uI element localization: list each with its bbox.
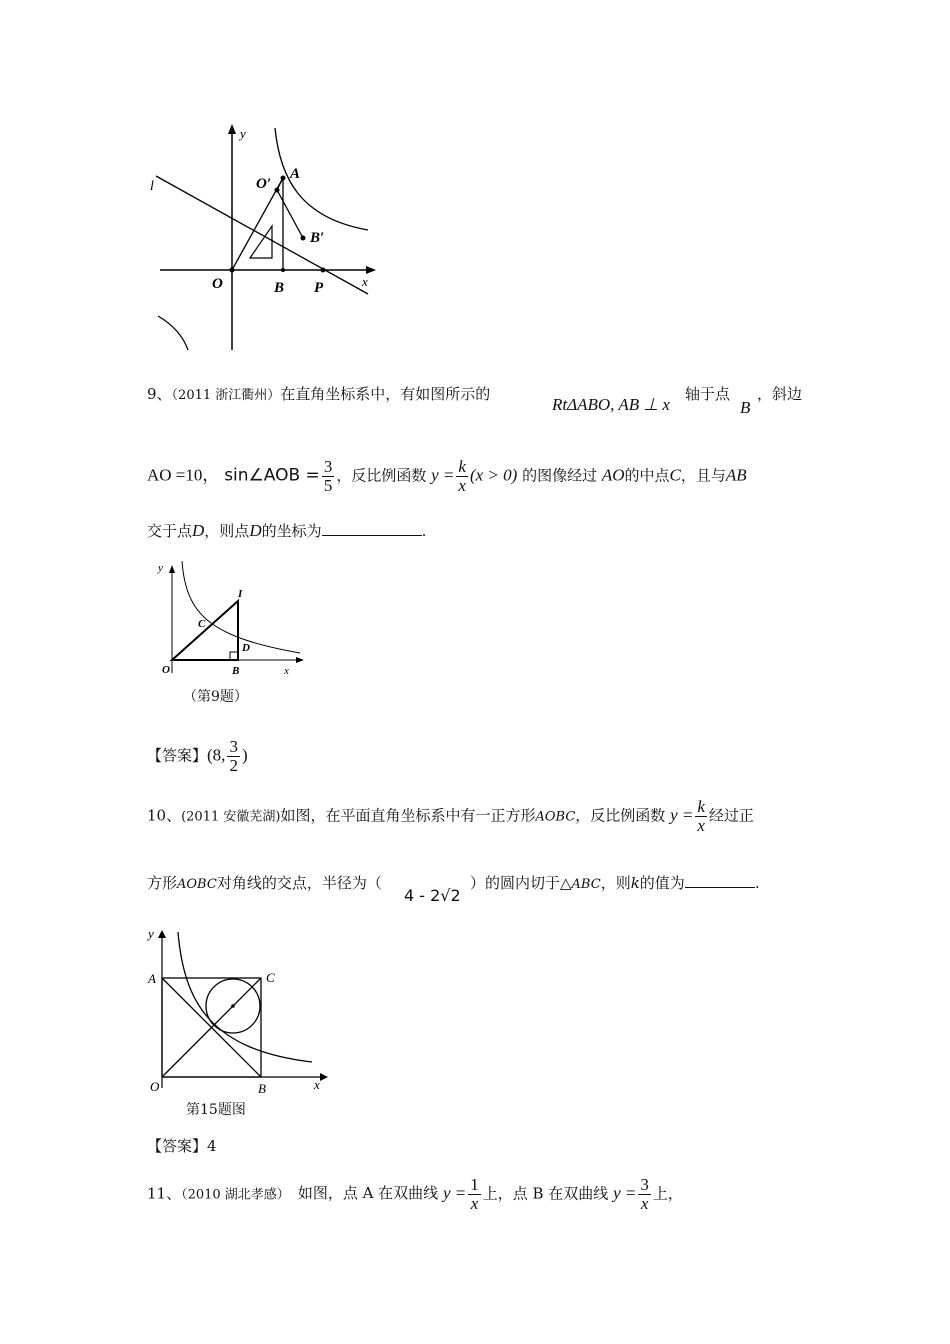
q9-answer-frac [227, 738, 240, 775]
q9-text6: 的中点 [624, 466, 670, 485]
fig8-label-a: A [290, 166, 301, 182]
q10-func-num: k [697, 797, 705, 816]
q9-text3: ，斜边 [757, 385, 803, 403]
q9-fig-x: x [284, 665, 289, 677]
q9-sin-num: 3 [323, 457, 333, 476]
q9-figure [150, 555, 310, 680]
q9-fig-o: O [162, 664, 170, 676]
q10-func-lhs: y = [670, 805, 694, 825]
q11-func1-lhs: y = [442, 1183, 467, 1203]
q9-answer-den: 2 [229, 755, 238, 775]
q9-math-rt: RtΔABO, AB ⊥ x [552, 395, 670, 414]
q11-func2-lhs: y = [613, 1183, 637, 1203]
q10-line1 [147, 798, 754, 835]
q9-text4: ，反比例函数 [336, 466, 427, 485]
q10-answer-value: 4 [207, 1137, 217, 1155]
q9-answer [147, 738, 248, 775]
q9-text10: 的坐标为 [261, 522, 322, 540]
q10-line2b [470, 872, 760, 893]
q9-answer-label: 【答案】 [147, 746, 208, 765]
fig8-label-b-prime: B′ [310, 230, 325, 246]
q9-sin-den: 5 [323, 475, 333, 495]
fig8-label-o-prime: O′ [256, 176, 272, 192]
q9-text9: ，则点 [204, 522, 250, 540]
q10-number: 10、 [147, 806, 182, 825]
q9-fig-d: D [242, 642, 250, 654]
fig8-label-b: B [274, 280, 285, 296]
q9-func-frac [456, 458, 468, 495]
q9-answer-close: ) [241, 745, 248, 765]
q9-func-cond: (x > 0) [469, 465, 518, 485]
q9-number: 9、 [147, 385, 172, 403]
q9-ao2: AO [601, 465, 625, 485]
q9-fig-i: I [238, 588, 243, 600]
q11-func2-num: 3 [640, 1175, 649, 1194]
q9-text1: 在直角坐标系中，有如图所示的 [280, 385, 491, 403]
q9-source: （2011 浙江衢州） [171, 388, 281, 403]
figure-rotation-diagram [140, 118, 390, 353]
fig8-label-p: P [314, 280, 324, 296]
q11-text3: 上， [652, 1184, 683, 1203]
q9-func-den: x [458, 475, 466, 495]
q9-sin-frac [322, 458, 335, 495]
q10-text7: ，则 [600, 874, 631, 892]
q11-func1-den: x [470, 1193, 479, 1213]
fig8-label-o: O [212, 276, 223, 292]
q9-fig-c: C [198, 618, 206, 630]
q9-d2: D [249, 521, 262, 540]
q11-func2-frac [638, 1176, 651, 1213]
q9-text7: ，且与 [680, 466, 726, 485]
q11-source: （2010 湖北孝感） [181, 1187, 290, 1203]
q11-func1-num: 1 [470, 1175, 479, 1194]
q10-text3: 经过正 [708, 806, 754, 825]
q9-sin: sin∠AOB = [224, 465, 320, 486]
q10-text5: 对角线的交点，半径为（ [216, 874, 382, 892]
q9-fig-caption: （第9题） [183, 689, 248, 705]
q9-fig-b: B [232, 665, 240, 677]
q10-text4: 方形 [147, 874, 178, 892]
q10-end: . [754, 874, 760, 892]
q9-line2 [147, 458, 747, 495]
q9-d1: D [192, 521, 205, 540]
q10-fig-x: x [314, 1077, 320, 1092]
q9-answer-open: (8, [207, 745, 226, 765]
q11-text2: 上，点 B 在双曲线 [482, 1184, 609, 1203]
q10-fig-y: y [148, 926, 154, 941]
fig8-label-y: y [240, 126, 246, 141]
q9-c: C [669, 465, 681, 485]
fig8-label-x: x [362, 274, 368, 289]
q9-fig-y: y [158, 562, 163, 574]
q9-func-num: k [458, 457, 466, 476]
q10-aobc: AOBC [535, 809, 576, 825]
q10-text8: 的值为 [639, 874, 685, 892]
q10-func-frac [695, 798, 707, 835]
q10-answer [147, 1135, 217, 1156]
q9-ao: AO =10， [147, 465, 220, 485]
q9-func-lhs: y = [431, 465, 455, 485]
q10-figure [140, 922, 340, 1100]
q9-math-b: B [740, 398, 751, 417]
q10-line2 [147, 872, 382, 893]
q9-line1 [147, 383, 490, 404]
q10-func-den: x [697, 815, 705, 835]
q10-fig-c: C [266, 970, 275, 985]
q11-text1: 如图，点 A 在双曲线 [297, 1184, 439, 1203]
q10-text2: ，反比例函数 [575, 806, 666, 825]
q11-func2-den: x [640, 1193, 649, 1213]
q10-text6: ）的圆内切于△ [470, 874, 572, 892]
q10-k: k [630, 874, 640, 892]
q11-func1-frac [468, 1176, 481, 1213]
q10-fig-b: B [258, 1081, 266, 1096]
q11-line1 [147, 1176, 683, 1213]
q10-fig-o: O [150, 1079, 160, 1094]
q9-answer-blank [322, 521, 422, 536]
q11-number: 11、 [147, 1184, 182, 1203]
q9-ab: AB [725, 465, 747, 485]
q10-answer-label: 【答案】 [147, 1137, 208, 1155]
fig8-label-l: l [150, 179, 154, 194]
q10-abc: ABC [571, 877, 601, 892]
q9-line3 [147, 520, 426, 541]
q9-text2: 轴于点 [685, 385, 731, 403]
q10-text1: 如图，在平面直角坐标系中有一正方形 [280, 806, 536, 825]
q9-text8: 交于点 [147, 522, 193, 540]
q10-radius: 4 - 2√2 [404, 886, 461, 905]
q10-aobc2: AOBC [177, 877, 217, 892]
q10-fig-caption: 第15题图 [186, 1102, 246, 1118]
q9-end: . [421, 522, 427, 540]
q10-answer-blank [685, 873, 755, 888]
q10-source: (2011 安徽芜湖) [181, 809, 281, 825]
q10-fig-a: A [148, 971, 156, 986]
q9-answer-num: 3 [229, 737, 238, 756]
q9-text5: 的图像经过 [522, 466, 598, 485]
